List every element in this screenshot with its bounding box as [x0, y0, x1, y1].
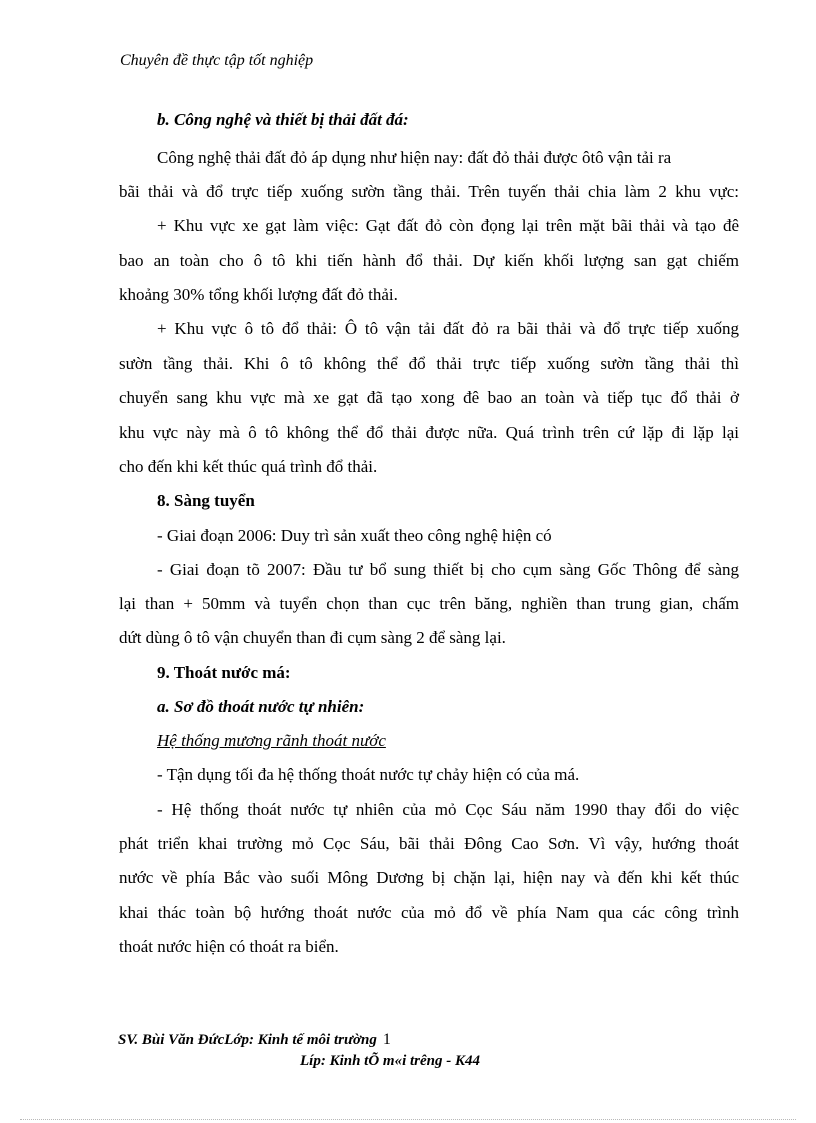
- paragraph-line: bãi thải và đổ trực tiếp xuống sườn tầng thải. Trên tuyến thải chia làm 2 khu vực:: [119, 182, 739, 201]
- subheading-waste-technology: b. Công nghệ và thiết bị thải đất đá:: [157, 110, 409, 129]
- paragraph-line: khoảng 30% tổng khối lượng đất đỏ thải.: [119, 285, 398, 304]
- paragraph-line: Công nghệ thải đất đỏ áp dụng như hiện nay: đất đỏ thải được ôtô vận tải ra: [157, 148, 672, 167]
- paragraph-line: + Khu vực ô tô đổ thải: Ô tô vận tải đất đỏ ra bãi thải và đổ trực tiếp xuống: [157, 319, 739, 338]
- paragraph-line: - Giai đoạn 2006: Duy trì sản xuất theo công nghệ hiện có: [157, 526, 552, 545]
- page-number: 1: [382, 1031, 391, 1048]
- paragraph-line: thoát nước hiện có thoát ra biển.: [119, 937, 339, 956]
- paragraph-line: - Giai đoạn tõ 2007: Đầu tư bổ sung thiết bị cho cụm sàng Gốc Thông để sàng: [157, 560, 739, 579]
- paragraph-line: cho đến khi kết thúc quá trình đổ thải.: [119, 457, 378, 476]
- paragraph-line: khu vực này mà ô tô không thể đổ thải được nữa. Quá trình trên cứ lặp đi lặp lại: [119, 423, 739, 442]
- footer-class-line: Líp: Kinh tÕ m«i trêng - K44: [300, 1053, 481, 1069]
- paragraph-line: sườn tầng thải. Khi ô tô không thể đổ thải trực tiếp xuống sườn tầng thải thì: [119, 354, 739, 373]
- footer-author-line: [118, 1031, 391, 1049]
- section-heading-drainage: 9. Thoát nước má:: [157, 663, 291, 682]
- running-header: Chuyên đề thực tập tốt nghiệp: [120, 52, 314, 69]
- paragraph-line: khai thác toàn bộ hướng thoát nước của mỏ đổ về phía Nam qua các công trình: [119, 903, 739, 922]
- paragraph-line: chuyển sang khu vực mà xe gạt đã tạo xong đê bao an toàn và tiếp tục đổ thải ở: [119, 388, 739, 407]
- paragraph-line: nước về phía Bắc vào suối Mông Dương bị chặn lại, hiện nay và đến khi kết thúc: [119, 868, 739, 887]
- subheading-natural-drainage: a. Sơ đồ thoát nước tự nhiên:: [157, 697, 365, 716]
- paragraph-line: - Hệ thống thoát nước tự nhiên của mỏ Cọc Sáu năm 1990 thay đổi do việc: [157, 800, 739, 819]
- paragraph-line: phát triển khai trường mỏ Cọc Sáu, bãi thải Đông Cao Sơn. Vì vậy, hướng thoát: [119, 834, 739, 853]
- subheading-ditch-system: Hệ thống mương rãnh thoát nước: [157, 731, 386, 750]
- section-heading-screening: 8. Sàng tuyển: [157, 491, 255, 510]
- paragraph-line: dứt dùng ô tô vận chuyển than đi cụm sàng 2 để sàng lại.: [119, 628, 506, 647]
- footer-author: SV. Bùi Văn ĐứcLớp: Kinh tế môi trường: [118, 1032, 377, 1048]
- paragraph-line: + Khu vực xe gạt làm việc: Gạt đất đỏ còn đọng lại trên mặt bãi thải và tạo đê: [157, 216, 739, 235]
- paragraph-line: - Tận dụng tối đa hệ thống thoát nước tự chảy hiện có của má.: [157, 765, 580, 784]
- paragraph-line: bao an toàn cho ô tô khi tiến hành đổ thải. Dự kiến khối lượng san gạt chiếm: [119, 251, 739, 270]
- page-bottom-divider: [20, 1119, 796, 1120]
- paragraph-line: lại than + 50mm và tuyển chọn than cục trên băng, nghiền than trung gian, chấm: [119, 594, 739, 613]
